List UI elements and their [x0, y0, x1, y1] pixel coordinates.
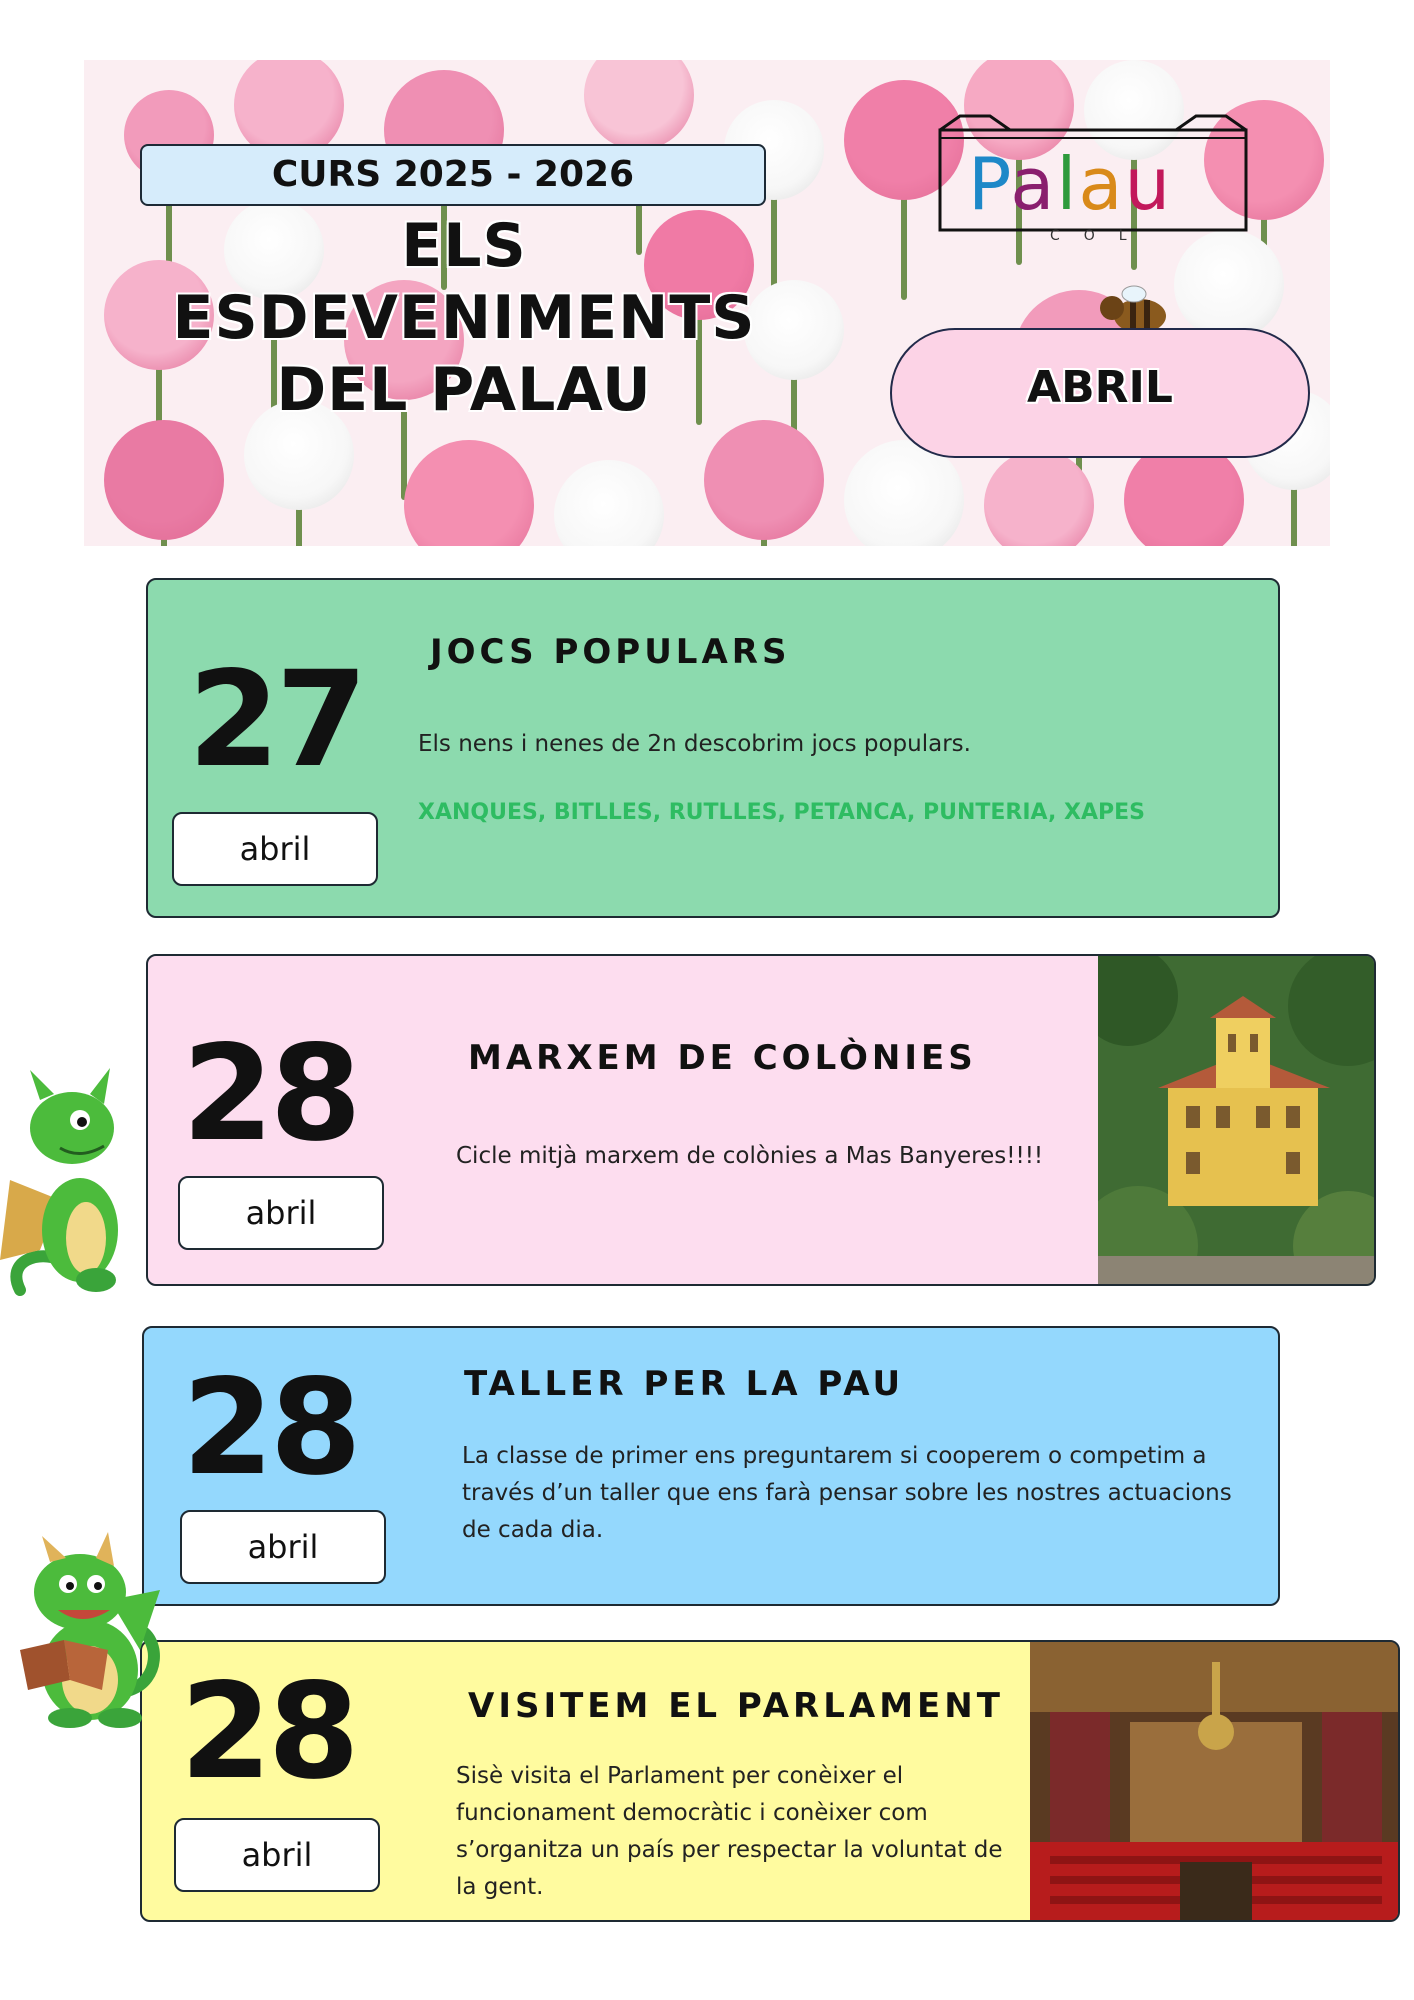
title-line: ESDEVENIMENTS — [172, 283, 756, 353]
logo-letter: P — [968, 142, 1011, 226]
event-month: abril — [180, 1510, 386, 1584]
mas-banyeres-photo — [1098, 956, 1376, 1286]
event-day: 28 — [182, 1351, 358, 1505]
parlament-photo — [1030, 1642, 1400, 1922]
event-month: abril — [178, 1176, 384, 1250]
dragon-mascot-icon — [0, 1060, 142, 1300]
school-logo — [930, 114, 1260, 246]
carnation-flower — [404, 440, 534, 546]
logo-letter: u — [1124, 142, 1173, 226]
event-description: Els nens i nenes de 2n descobrim jocs populars. — [418, 731, 971, 757]
event-title: VISITEM EL PARLAMENT — [468, 1686, 1004, 1726]
event-description: La classe de primer ens preguntarem si cooperem o competim a través d’un taller que ens farà pensar sobre les nostres actuacions de cada dia. — [462, 1443, 1232, 1543]
event-card-parlament — [140, 1640, 1400, 1922]
title-line: DEL PALAU — [276, 355, 652, 425]
event-day: 27 — [188, 643, 364, 797]
event-month: abril — [174, 1818, 380, 1892]
header-banner — [84, 60, 1330, 546]
dragon-reading-icon — [10, 1530, 170, 1730]
event-card-jocs-populars — [146, 578, 1280, 918]
logo-wordmark — [968, 144, 1172, 224]
event-title: JOCS POPULARS — [430, 632, 791, 672]
event-day: 28 — [182, 1017, 358, 1171]
event-description: Sisè visita el Parlament per conèixer el funcionament democràtic i conèixer com s’organitza un país per respectar la voluntat de la gent. — [456, 1763, 1003, 1900]
month-label: ABRIL — [1027, 362, 1173, 413]
event-card-colonies — [146, 954, 1376, 1286]
logo-subtitle: COL — [1050, 228, 1151, 244]
event-title: TALLER PER LA PAU — [464, 1364, 905, 1404]
title-line: ELS — [401, 211, 527, 281]
carnation-flower — [704, 420, 824, 540]
parliament-hall-icon — [1030, 1642, 1400, 1922]
event-month: abril — [172, 812, 378, 886]
event-day: 28 — [180, 1655, 356, 1809]
course-label: CURS 2025 - 2026 — [140, 144, 766, 206]
logo-letter: l — [1056, 142, 1079, 226]
page-title — [164, 210, 764, 426]
carnation-flower — [554, 460, 664, 546]
event-description: Cicle mitjà marxem de colònies a Mas Banyeres!!!! — [456, 1143, 1044, 1169]
logo-letter: a — [1078, 142, 1125, 226]
carnation-flower — [584, 60, 694, 150]
event-card-taller-pau — [142, 1326, 1280, 1606]
house-photo-icon — [1098, 956, 1376, 1286]
carnation-flower — [104, 420, 224, 540]
event-games-list: XANQUES, BITLLES, RUTLLES, PETANCA, PUNTERIA, XAPES — [418, 800, 1145, 825]
event-title: MARXEM DE COLÒNIES — [468, 1038, 977, 1078]
logo-letter: a — [1010, 142, 1057, 226]
carnation-flower — [1174, 230, 1284, 340]
